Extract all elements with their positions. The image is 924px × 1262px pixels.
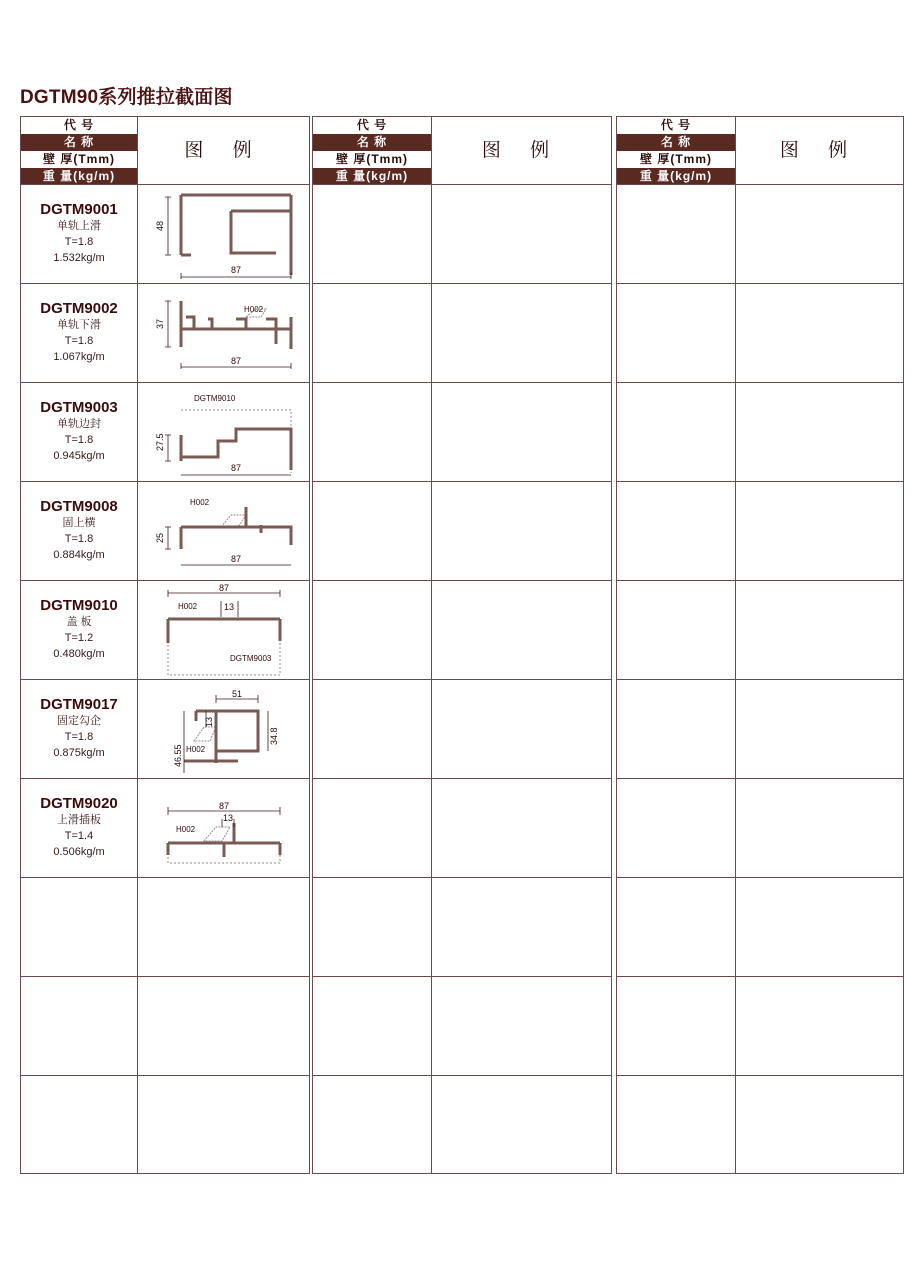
profile-thickness: T=1.8	[64, 434, 94, 446]
profile-9001-drawing	[146, 187, 306, 279]
page-title: DGTM90系列推拉截面图	[20, 87, 233, 108]
header-name: 名 称	[21, 134, 137, 151]
dim-ref: H002	[178, 602, 198, 611]
profile-9008-drawing	[146, 487, 306, 579]
profile-weight: 1.532kg/m	[53, 252, 105, 264]
dim-height: 46.55	[173, 744, 183, 767]
dim-width: 87	[230, 463, 242, 473]
dim-width: 87	[218, 801, 230, 811]
profile-thickness: T=1.8	[64, 335, 94, 347]
dim-ref: H002	[190, 498, 210, 507]
column-group-3	[616, 116, 904, 1174]
profile-9017-drawing	[146, 683, 306, 777]
profile-9020-drawing	[146, 783, 306, 877]
profile-9003-drawing	[146, 385, 306, 479]
header-thickness: 壁 厚(Tmm)	[21, 151, 137, 168]
dim-inner: 13	[223, 602, 235, 612]
dim-height: 27.5	[155, 433, 165, 451]
profile-weight: 0.506kg/m	[53, 846, 105, 858]
profile-thickness: T=1.2	[64, 632, 94, 644]
column-group-1	[20, 116, 310, 1174]
header-legend: 图 例	[184, 140, 264, 161]
header-weight: 重 量(kg/m)	[21, 168, 137, 184]
header-name: 名 称	[617, 134, 735, 151]
profile-code: DGTM9003	[40, 399, 118, 416]
dim-inner: 13	[222, 813, 234, 823]
header-name: 名 称	[313, 134, 431, 151]
dim-ref: DGTM9010	[194, 394, 236, 403]
dim-width: 87	[230, 554, 242, 564]
profile-name: 单轨下滑	[57, 319, 101, 331]
column-group-2	[312, 116, 612, 1174]
profile-name: 固定勾企	[57, 715, 101, 727]
dim-ref: H002	[176, 825, 196, 834]
dim-width: 87	[230, 356, 242, 366]
dim-width: 51	[231, 689, 243, 699]
header-weight: 重 量(kg/m)	[313, 168, 431, 184]
profile-name: 固上横	[62, 517, 96, 529]
header-weight: 重 量(kg/m)	[617, 168, 735, 184]
profile-name: 上滑插板	[57, 814, 101, 826]
profile-info	[21, 597, 137, 662]
profile-code: DGTM9020	[40, 795, 118, 812]
profile-code: DGTM9017	[40, 696, 118, 713]
dim-ref: H002	[186, 745, 206, 754]
header-legend: 图 例	[779, 140, 860, 161]
profile-info	[21, 498, 137, 563]
header-thickness: 壁 厚(Tmm)	[617, 151, 735, 168]
profile-name: 盖 板	[66, 616, 92, 628]
profile-code: DGTM9008	[40, 498, 118, 515]
profile-code: DGTM9010	[40, 597, 118, 614]
profile-info	[21, 399, 137, 464]
profile-name: 单轨上滑	[57, 220, 101, 232]
profile-weight: 0.945kg/m	[53, 450, 105, 462]
profile-weight: 0.884kg/m	[53, 549, 105, 561]
dim-width: 87	[218, 583, 230, 593]
profile-weight: 0.480kg/m	[53, 648, 105, 660]
dim-width: 87	[230, 265, 242, 275]
profile-9010-drawing	[146, 581, 306, 677]
profile-weight: 0.875kg/m	[53, 747, 105, 759]
header-code: 代 号	[313, 117, 431, 134]
profile-thickness: T=1.8	[64, 236, 94, 248]
profile-code: DGTM9002	[40, 300, 118, 317]
profile-info	[21, 201, 137, 266]
profile-info	[21, 300, 137, 365]
header-legend: 图 例	[481, 140, 562, 161]
profile-weight: 1.067kg/m	[53, 351, 105, 363]
profile-info	[21, 795, 137, 860]
profile-thickness: T=1.8	[64, 533, 94, 545]
header-thickness: 壁 厚(Tmm)	[313, 151, 431, 168]
profile-info	[21, 696, 137, 761]
profile-catalog-table	[20, 116, 904, 1174]
dim-height: 48	[155, 220, 165, 231]
dim-inner: 13	[204, 716, 214, 727]
profile-thickness: T=1.4	[64, 830, 94, 842]
dim-height-2: 34.8	[269, 727, 279, 745]
dim-ref-2: DGTM9003	[230, 654, 272, 663]
dim-height: 25	[155, 532, 165, 543]
profile-9002-drawing	[146, 289, 306, 381]
profile-thickness: T=1.8	[64, 731, 94, 743]
profile-code: DGTM9001	[40, 201, 118, 218]
header-code: 代 号	[617, 117, 735, 134]
dim-height: 37	[155, 318, 165, 329]
dim-ref: H002	[244, 305, 264, 314]
header-code: 代 号	[21, 117, 137, 134]
profile-name: 单轨边封	[57, 418, 101, 430]
